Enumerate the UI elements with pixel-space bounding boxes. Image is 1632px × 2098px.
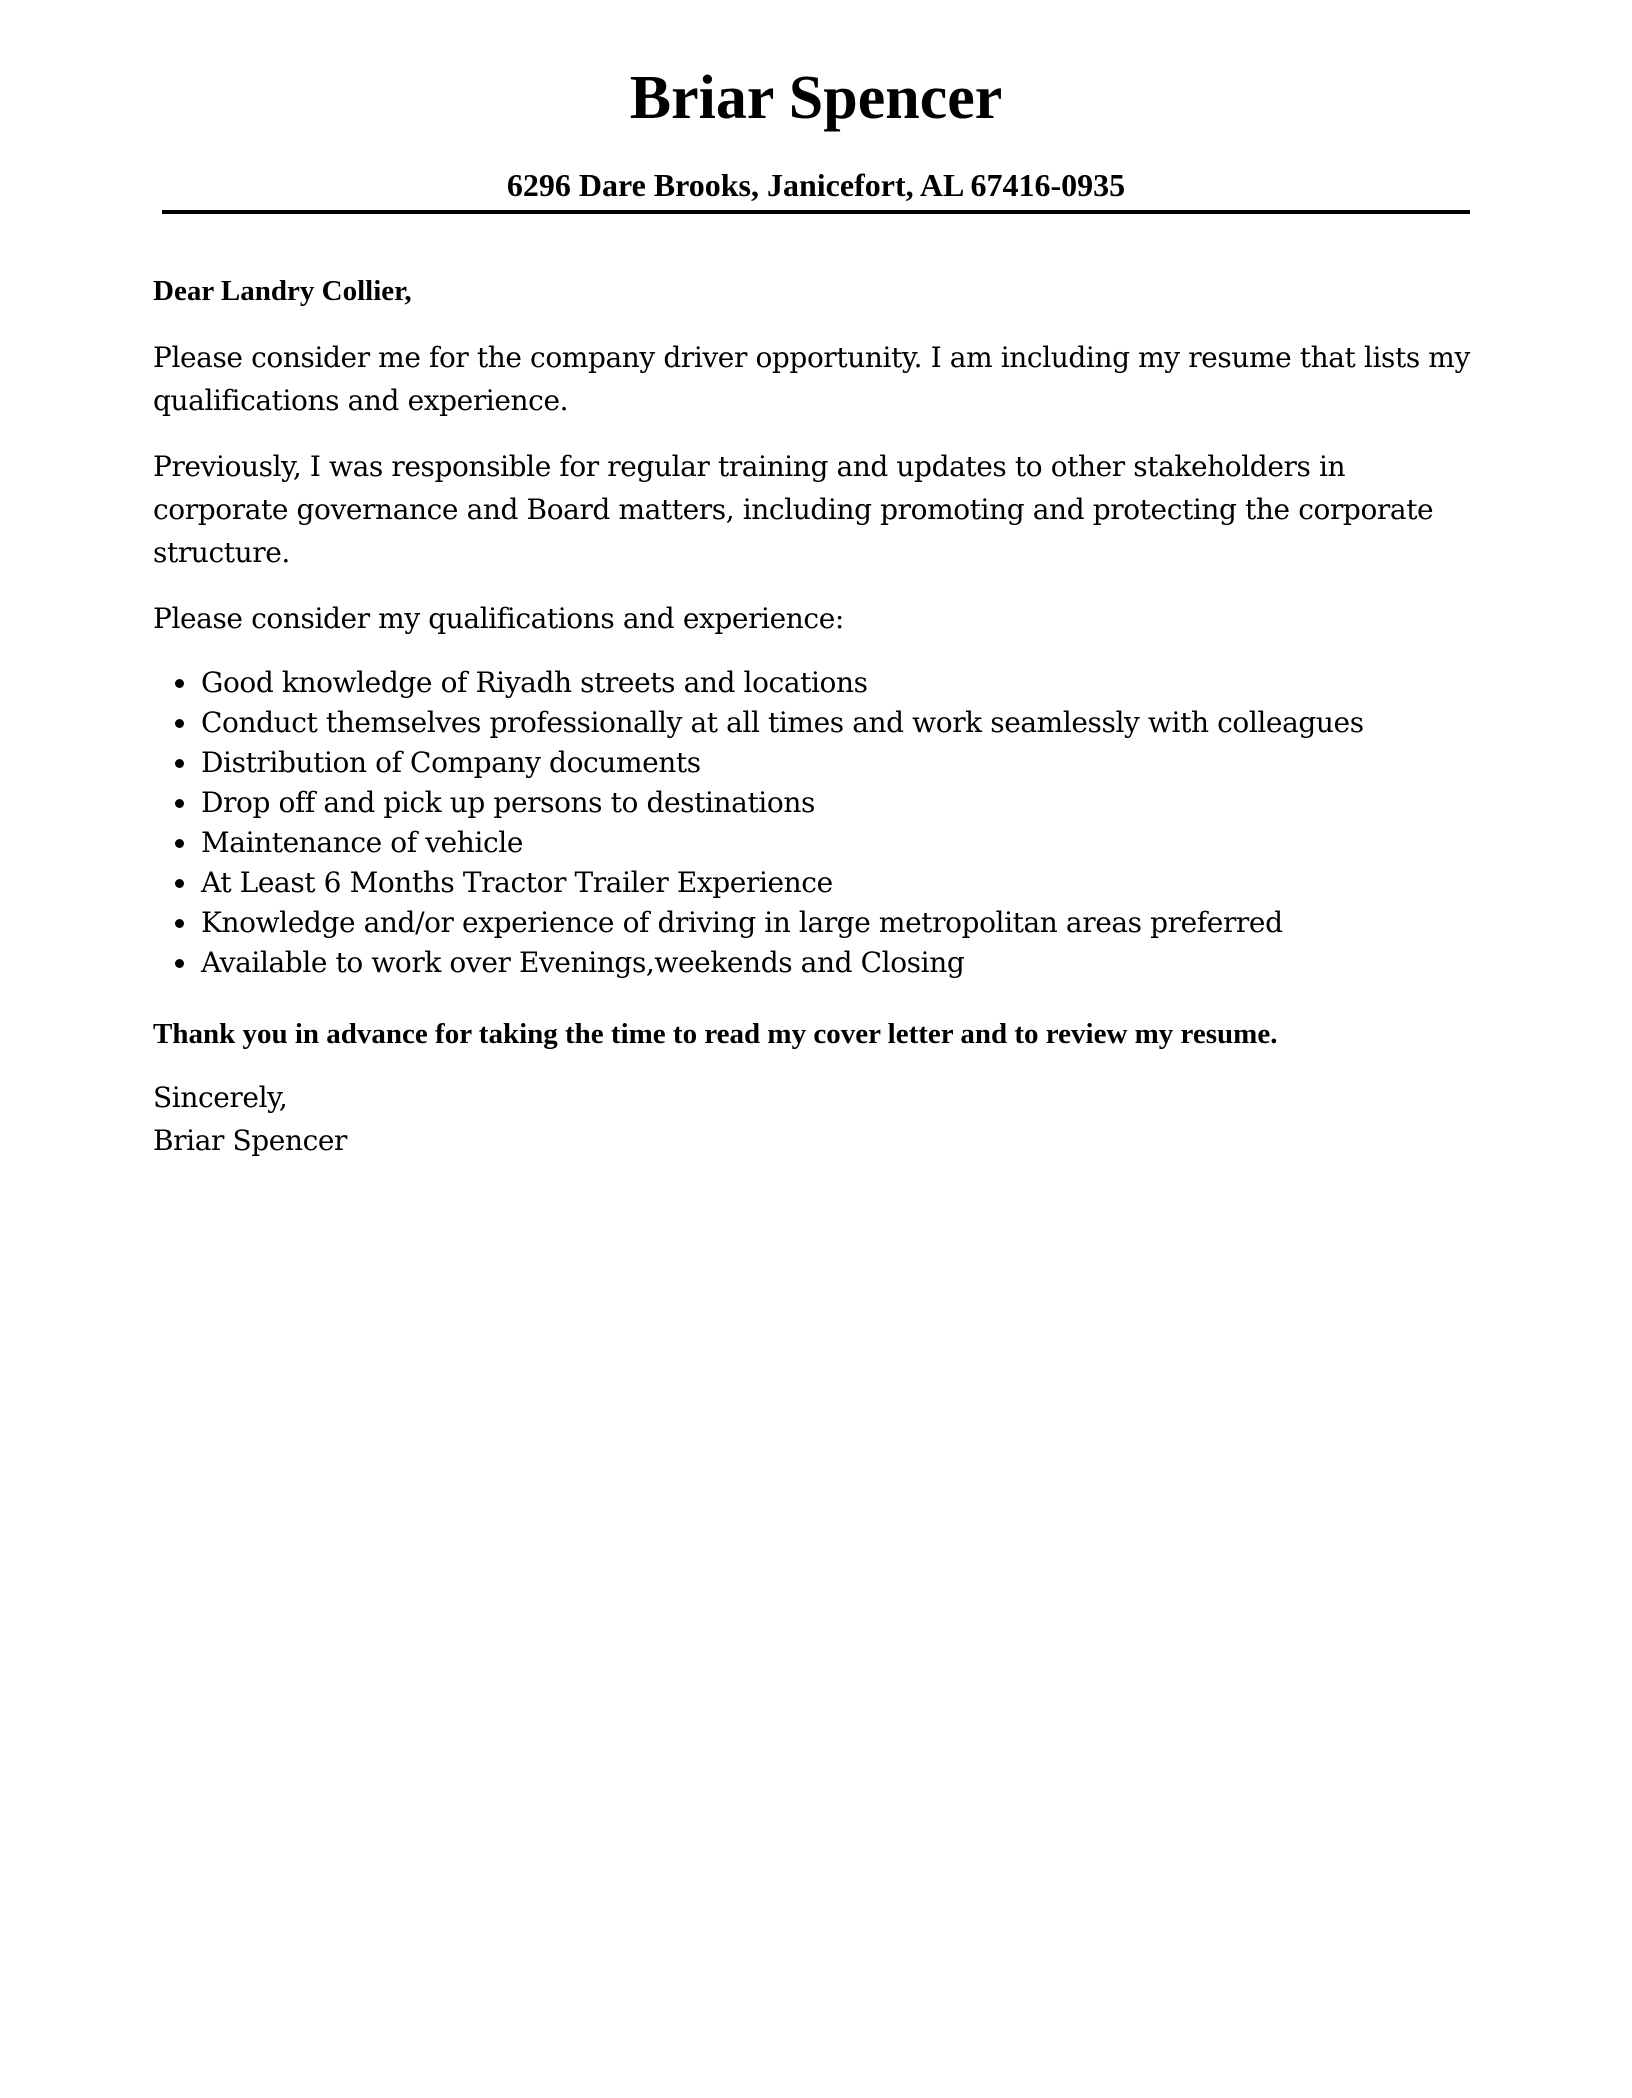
intro-paragraph: Please consider me for the company driver opportunity. I am including my resume that lists my qualifications and experience. bbox=[153, 341, 1470, 417]
qualifications-list bbox=[153, 663, 1483, 983]
list-item-text: At Least 6 Months Tractor Trailer Experience bbox=[201, 866, 833, 899]
salutation: Dear Landry Collier, bbox=[153, 275, 412, 307]
list-item bbox=[201, 943, 1483, 983]
closing: Sincerely, bbox=[153, 1081, 288, 1114]
applicant-address: 6296 Dare Brooks, Janicefort, AL 67416-0935 bbox=[506, 167, 1126, 203]
list-item-text: Available to work over Evenings,weekends and Closing bbox=[201, 946, 965, 979]
list-item-text: Drop off and pick up persons to destinations bbox=[201, 786, 815, 819]
qualifications-intro: Please consider my qualifications and experience: bbox=[153, 602, 844, 635]
list-item bbox=[201, 823, 1483, 863]
list-item bbox=[201, 743, 1483, 783]
experience-paragraph: Previously, I was responsible for regular training and updates to other stakeholders in corporate governance and Board matters, including promoting and protecting the corporate structure. bbox=[153, 450, 1434, 569]
header-divider bbox=[162, 210, 1470, 214]
signature: Briar Spencer bbox=[153, 1124, 348, 1157]
list-item-text: Good knowledge of Riyadh streets and locations bbox=[201, 666, 868, 699]
list-item bbox=[201, 903, 1483, 943]
bullet-icon bbox=[175, 839, 184, 848]
list-item-text: Knowledge and/or experience of driving in large metropolitan areas preferred bbox=[201, 906, 1283, 939]
thank-you-line: Thank you in advance for taking the time to read my cover letter and to review my resume. bbox=[153, 1018, 1278, 1050]
bullet-icon bbox=[175, 919, 184, 928]
list-item bbox=[201, 863, 1483, 903]
bullet-icon bbox=[175, 679, 184, 688]
list-item-text: Conduct themselves professionally at all times and work seamlessly with colleagues bbox=[201, 706, 1364, 739]
bullet-icon bbox=[175, 959, 184, 968]
list-item bbox=[201, 703, 1483, 743]
list-item bbox=[201, 663, 1483, 703]
bullet-icon bbox=[175, 759, 184, 768]
bullet-icon bbox=[175, 879, 184, 888]
applicant-name: Briar Spencer bbox=[629, 64, 1003, 132]
letter-body bbox=[153, 270, 1483, 1162]
bullet-icon bbox=[175, 719, 184, 728]
list-item-text: Distribution of Company documents bbox=[201, 746, 701, 779]
list-item-text: Maintenance of vehicle bbox=[201, 826, 523, 859]
list-item bbox=[201, 783, 1483, 823]
bullet-icon bbox=[175, 799, 184, 808]
